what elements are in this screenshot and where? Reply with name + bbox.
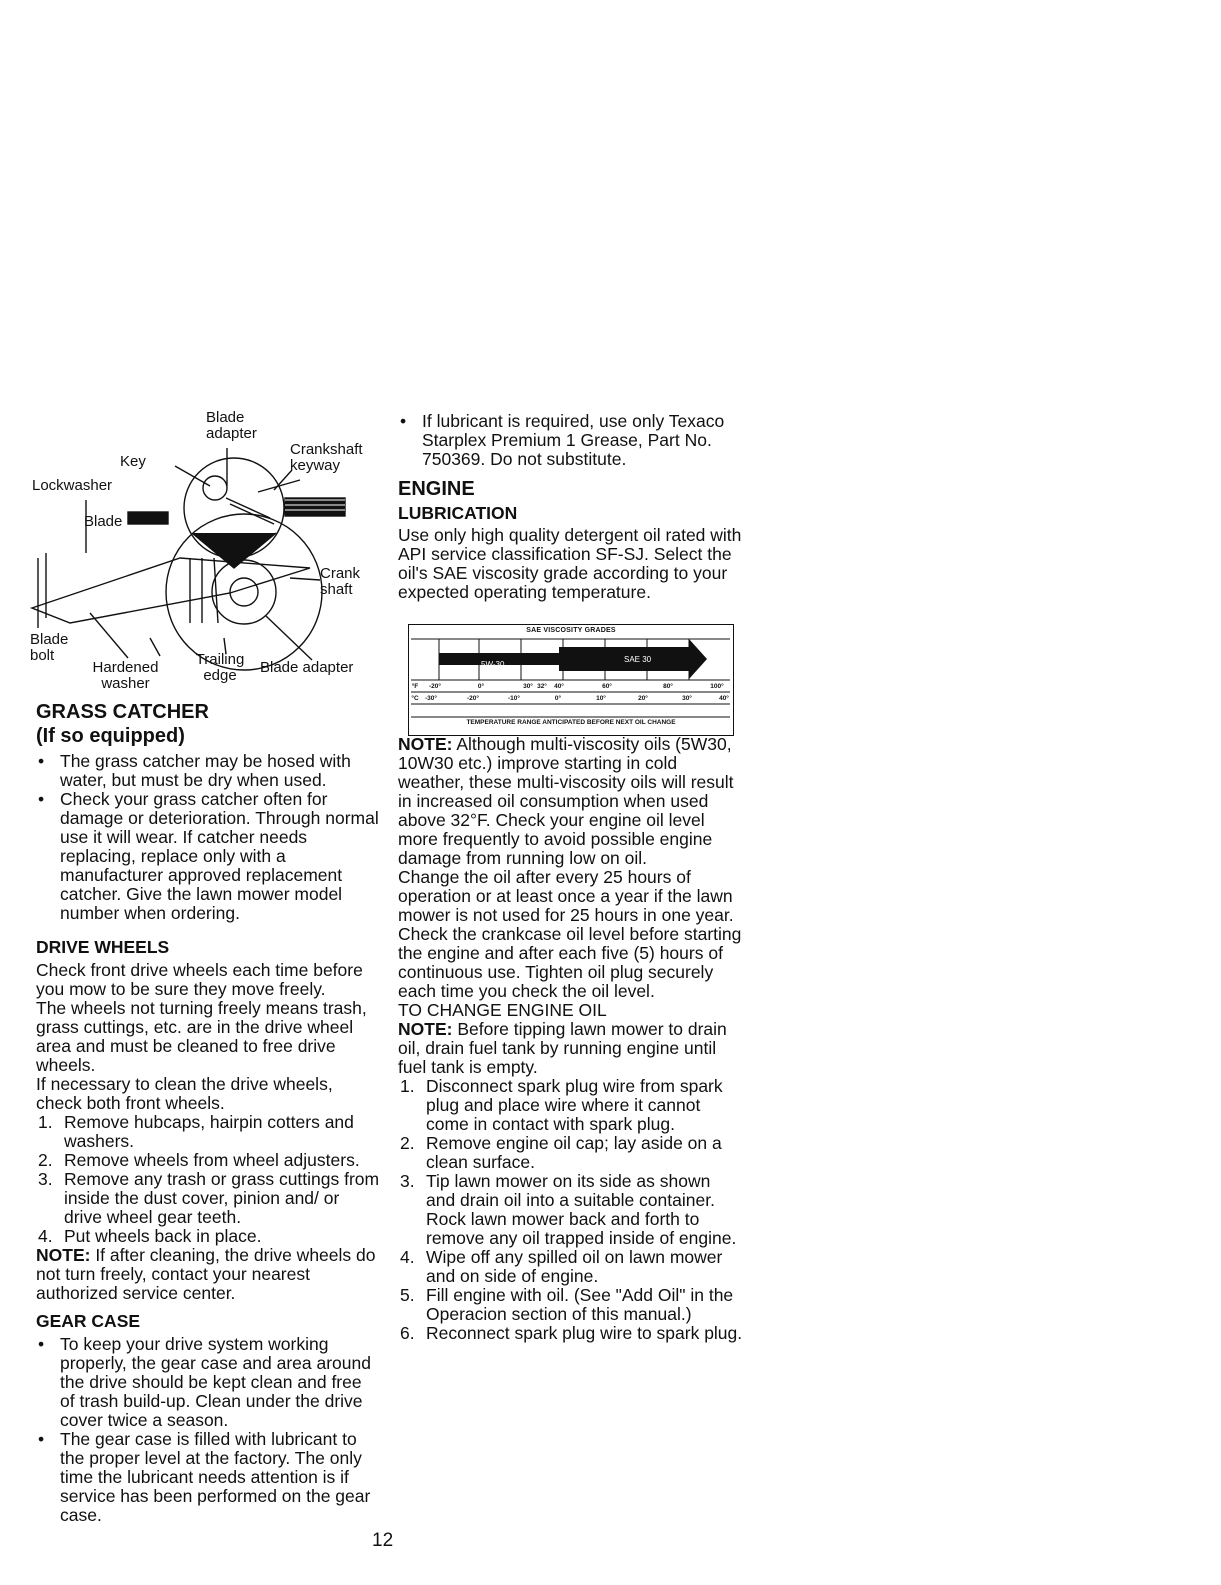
list-item: 6. Reconnect spark plug wire to spark plug. [400, 1323, 743, 1343]
left-column [36, 700, 381, 1525]
list-item: 2. Remove engine oil cap; lay aside on a clean surface. [400, 1133, 722, 1172]
blade-assembly-figure [30, 408, 380, 698]
list-item: • Check your grass catcher often for damage or deterioration. Through normal use it will wear. If catcher needs replacing, replace only with a manufacturer approved replacement catcher. Give the lawn mower model number when ordering. [38, 789, 379, 923]
list-item: 5. Fill engine with oil. (See "Add Oil" in the Operacion section of this manual.) [400, 1285, 734, 1324]
list-item: 1. Disconnect spark plug wire from spark plug and place wire where it cannot come in contact with spark plug. [400, 1076, 723, 1134]
drive-wheels-paragraph: The wheels not turning freely means trash, grass cuttings, etc. are in the drive wheel area and must be cleaned to free drive wheels. [36, 998, 367, 1075]
lubrication-heading: LUBRICATION [398, 503, 518, 523]
drive-wheels-note: NOTE: If after cleaning, the drive wheels do not turn freely, contact your nearest authorized service center. [36, 1245, 376, 1303]
page-number: 12 [372, 1530, 394, 1551]
list-item: • The gear case is filled with lubricant to the proper level at the factory. The only time the lubricant needs attention is if service has been performed on the gear case. [38, 1429, 371, 1525]
bar-sae30-label: SAE 30 [624, 655, 652, 664]
label-trailing-edge: Trailing edge [195, 651, 245, 684]
label-blade-adapter-top: Blade adapter [206, 409, 257, 442]
label-blade-bolt: Blade bolt [30, 631, 69, 664]
grass-catcher-subheading: (If so equipped) [36, 725, 185, 747]
list-item: 1. Remove hubcaps, hairpin cotters and washers. [38, 1112, 354, 1151]
multi-viscosity-note: NOTE: Although multi-viscosity oils (5W30, 10W30 etc.) improve starting in cold weather, these multi-viscosity oils will result in increased oil consumption when used above 32°F. Check your engine oil level more frequently to avoid possible engine damage from running low on oil. [398, 734, 734, 868]
grass-catcher-heading: GRASS CATCHER [36, 701, 209, 723]
right-column [398, 412, 743, 1343]
label-crankshaft-keyway: Crankshaft keyway [290, 441, 363, 474]
list-item: • The grass catcher may be hosed with water, but must be dry when used. [38, 751, 351, 790]
label-hardened-washer: Hardened washer [92, 659, 159, 692]
drive-wheels-paragraph: Check front drive wheels each time before you mow to be sure they move freely. [36, 960, 363, 999]
drive-wheels-paragraph: If necessary to clean the drive wheels, check both front wheels. [36, 1074, 333, 1113]
viscosity-chart-footer: TEMPERATURE RANGE ANTICIPATED BEFORE NEXT OIL CHANGE [466, 719, 676, 726]
bar-5w30-label: 5W-30 [481, 660, 505, 669]
list-item: 2. Remove wheels from wheel adjusters. [38, 1150, 360, 1170]
sae-viscosity-chart: SAE VISCOSITY GRADES 5W-30 SAE 30 °F -20° 0° 30° 32° 40° 60° 80° 100° °C -30° -20° -10° 0° 10° 20° 30° 40° TEMPERATURE RANGE ANTICIPATED BEFORE NEXT OIL CHANGE [408, 624, 734, 736]
engine-heading: ENGINE [398, 478, 475, 500]
label-crank-shaft: Crank shaft [320, 565, 361, 598]
list-item: 4. Put wheels back in place. [38, 1226, 262, 1246]
list-item: 3. Tip lawn mower on its side as shown and drain oil into a suitable container. Rock lawn mower back and forth to remove any oil trapped inside of engine. [400, 1171, 737, 1248]
to-change-engine-oil-heading: TO CHANGE ENGINE OIL [398, 1000, 607, 1020]
list-item: • If lubricant is required, use only Texaco Starplex Premium 1 Grease, Part No. 750369. Do not substitute. [400, 411, 725, 469]
label-lockwasher: Lockwasher [32, 477, 113, 494]
list-item: 3. Remove any trash or grass cuttings from inside the dust cover, pinion and/ or drive wheel gear teeth. [38, 1169, 380, 1227]
gear-case-heading: GEAR CASE [36, 1311, 141, 1331]
oil-check-paragraph: Check the crankcase oil level before starting the engine and after each five (5) hours of continuous use. Tighten oil plug securely each time you check the oil level. [398, 924, 742, 1001]
label-blade-adapter-bottom: Blade adapter [260, 659, 354, 676]
tipping-note: NOTE: Before tipping lawn mower to drain oil, drain fuel tank by running engine until fuel tank is empty. [398, 1019, 727, 1077]
label-blade: Blade [84, 513, 123, 530]
drive-wheels-heading: DRIVE WHEELS [36, 937, 170, 957]
list-item: 4. Wipe off any spilled oil on lawn mower and on side of engine. [400, 1247, 723, 1286]
lubrication-paragraph: Use only high quality detergent oil rated with API service classification SF-SJ. Select the oil's SAE viscosity grade according to your expected operating temperature. [398, 525, 742, 602]
oil-change-paragraph: Change the oil after every 25 hours of operation or at least once a year if the lawn mower is not used for 25 hours in one year. [398, 867, 734, 925]
list-item: • To keep your drive system working properly, the gear case and area around the drive should be kept clean and free of trash build-up. Clean under the drive cover twice a season. [38, 1334, 371, 1430]
viscosity-chart-title: SAE VISCOSITY GRADES [526, 627, 616, 634]
label-key: Key [120, 453, 146, 470]
